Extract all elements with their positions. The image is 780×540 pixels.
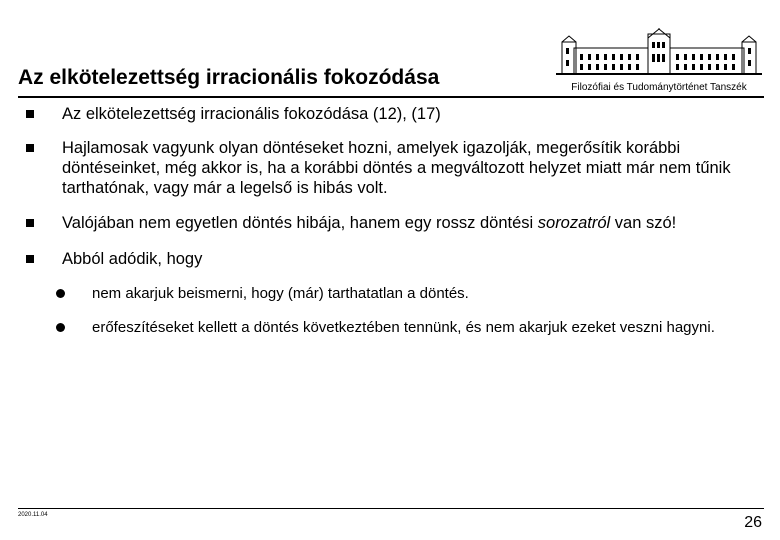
round-bullet-icon xyxy=(56,289,65,298)
bullet-list xyxy=(26,104,766,337)
square-bullet-icon xyxy=(26,110,34,118)
bullet-text: Abból adódik, hogy xyxy=(62,250,203,268)
bullet-item xyxy=(26,249,766,269)
sub-bullet-text: nem akarjuk beismerni, hogy (már) tarthatatlan a döntés. xyxy=(92,285,469,302)
footer-date: 2020.11.04 xyxy=(18,512,48,518)
square-bullet-icon xyxy=(26,219,34,227)
square-bullet-icon xyxy=(26,255,34,263)
bullet-text: Hajlamosak vagyunk olyan döntéseket hozni, amelyek igazolják, megerősítik korábbi döntéseinket, még akkor is, ha a korábbi döntés a megváltozott helyzet miatt már nem tűnik tarthatónak, vagy már a legelső is hibás volt. xyxy=(62,139,731,197)
sub-bullet-item xyxy=(26,284,766,303)
slide-title: Az elkötelezettség irracionális fokozódása xyxy=(18,66,440,89)
footer-divider xyxy=(18,508,764,509)
square-bullet-icon xyxy=(26,144,34,152)
university-logo xyxy=(554,28,764,94)
building-icon xyxy=(554,28,764,82)
bullet-text: Valójában nem egyetlen döntés hibája, hanem egy rossz döntési sorozatról van szó! xyxy=(62,214,677,232)
round-bullet-icon xyxy=(56,323,65,332)
bullet-text: Az elkötelezettség irracionális fokozódása (12), (17) xyxy=(62,105,441,123)
bullet-item xyxy=(26,104,766,124)
title-divider xyxy=(18,96,764,98)
bullet-item xyxy=(26,213,766,233)
bullet-item xyxy=(26,138,766,198)
sub-bullet-item xyxy=(26,318,766,337)
sub-bullet-text: erőfeszítéseket kellett a döntés következtében tennünk, és nem akarjuk ezeket veszni hagyni. xyxy=(92,319,715,336)
page-number: 26 xyxy=(744,514,762,531)
logo-caption: Filozófiai és Tudománytörténet Tanszék xyxy=(571,82,747,93)
